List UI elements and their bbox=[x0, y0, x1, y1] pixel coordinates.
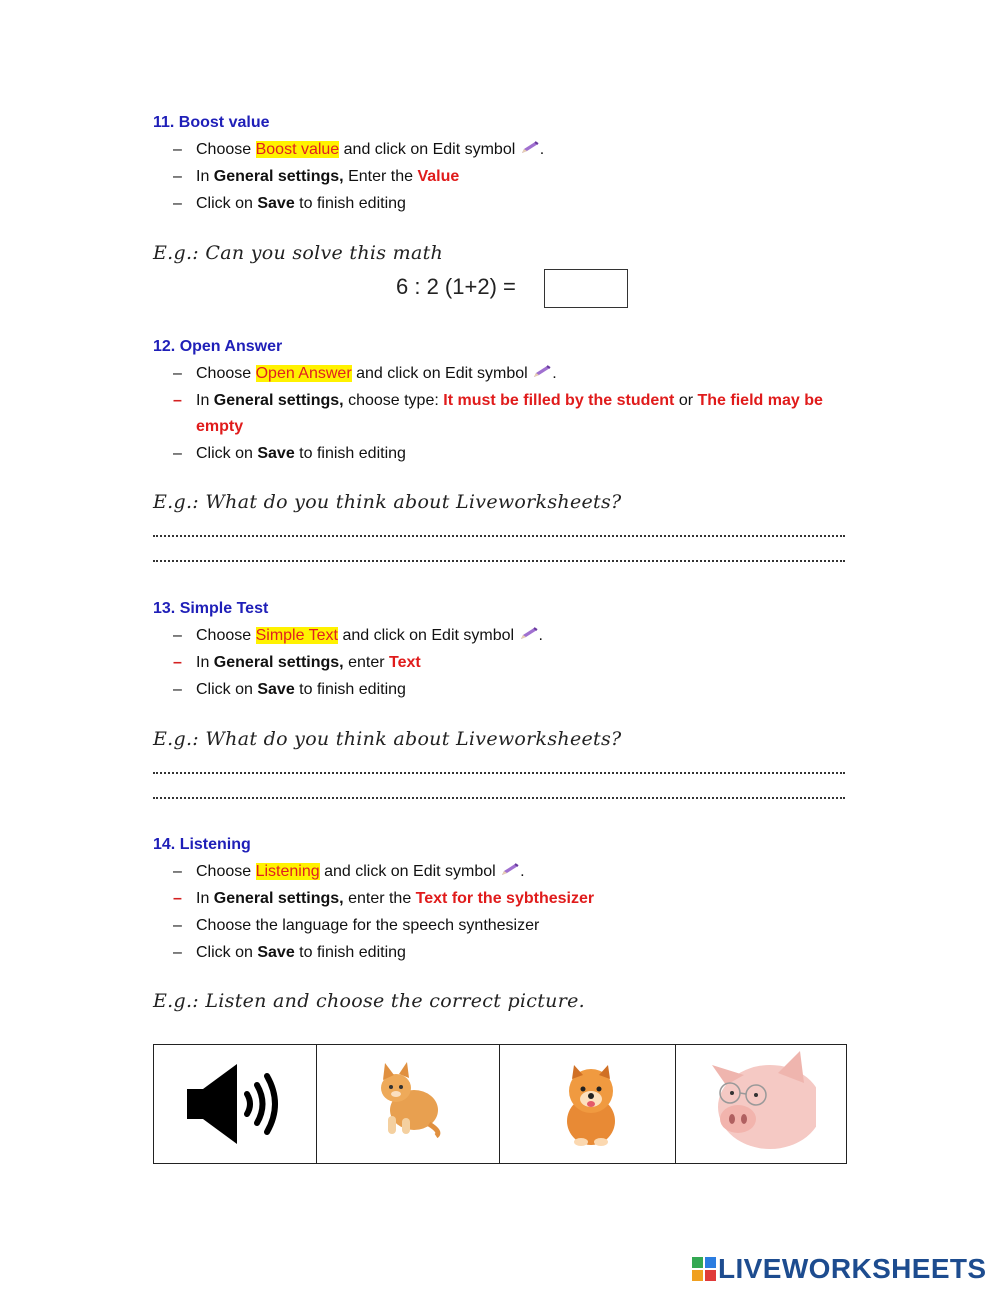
liveworksheets-logo bbox=[692, 1255, 987, 1283]
list-item: – Click on Save to finish editing bbox=[173, 195, 406, 212]
bold-term: Save bbox=[257, 944, 295, 961]
list-item: – In General settings, choose type: It must be filled by the student or The field may be empty bbox=[173, 392, 823, 435]
list-item: – Choose the language for the speech synthesizer bbox=[173, 917, 540, 934]
section-title: 11. Boost value bbox=[153, 114, 270, 131]
item-text: In bbox=[196, 890, 214, 907]
item-text: and click on Edit symbol bbox=[338, 627, 519, 644]
answer-box[interactable] bbox=[544, 269, 628, 308]
item-text: to finish editing bbox=[294, 195, 406, 212]
item-text: Choose bbox=[196, 863, 256, 880]
highlighted-term: Listening bbox=[255, 863, 320, 880]
cat-cell[interactable] bbox=[317, 1045, 499, 1163]
answer-line[interactable] bbox=[153, 533, 845, 537]
item-text: choose type: bbox=[343, 392, 444, 409]
example-prompt: E.g.: Can you solve this math bbox=[153, 242, 444, 264]
item-text: Choose the language for the speech synthesizer bbox=[196, 917, 540, 934]
bold-term: General settings, bbox=[213, 890, 344, 907]
pencil-icon bbox=[519, 627, 539, 641]
section-12 bbox=[153, 336, 853, 467]
cat-picture[interactable] bbox=[374, 1058, 444, 1138]
bold-term: Save bbox=[257, 195, 295, 212]
example-prompt: E.g.: What do you think about Liveworksheets? bbox=[153, 728, 622, 750]
item-text: and click on Edit symbol bbox=[339, 141, 520, 158]
logo-text: LIVEWORKSHEETS bbox=[718, 1253, 987, 1284]
bold-term: General settings, bbox=[213, 168, 344, 185]
math-expression: 6 : 2 (1+2) = bbox=[396, 274, 516, 299]
pig-picture[interactable] bbox=[704, 1045, 816, 1158]
item-text: enter the bbox=[343, 890, 416, 907]
live-cube-icon bbox=[692, 1257, 716, 1281]
highlighted-term: Boost value bbox=[255, 141, 340, 158]
list-item: – In General settings, enter Text bbox=[173, 654, 421, 671]
pig-cell[interactable] bbox=[676, 1045, 846, 1163]
bold-term: Save bbox=[257, 681, 295, 698]
section-title: 13. Simple Test bbox=[153, 600, 269, 617]
item-text: . bbox=[552, 365, 557, 382]
answer-line[interactable] bbox=[153, 558, 845, 562]
item-text: or bbox=[674, 392, 698, 409]
list-item: – In General settings, enter the Text for the sybthesizer bbox=[173, 890, 595, 907]
highlighted-term: Open Answer bbox=[255, 365, 352, 382]
red-term: It must be filled by the student bbox=[443, 392, 675, 409]
section-11 bbox=[153, 112, 853, 217]
answer-line[interactable] bbox=[153, 770, 845, 774]
item-text: to finish editing bbox=[294, 944, 406, 961]
answer-line[interactable] bbox=[153, 795, 845, 799]
section-13 bbox=[153, 598, 853, 703]
example-prompt: E.g.: Listen and choose the correct picture. bbox=[153, 990, 585, 1012]
red-term: Text bbox=[388, 654, 421, 671]
item-text: In bbox=[196, 168, 214, 185]
bold-term: General settings, bbox=[213, 654, 344, 671]
item-text: . bbox=[539, 141, 545, 158]
item-text: Choose bbox=[196, 365, 256, 382]
item-text: Click on bbox=[196, 195, 258, 212]
item-text: Click on bbox=[196, 445, 258, 462]
pencil-icon bbox=[532, 365, 552, 379]
item-text: Choose bbox=[196, 141, 256, 158]
list-item: – Click on Save to finish editing bbox=[173, 944, 406, 961]
picture-table bbox=[153, 1044, 847, 1164]
item-text: . bbox=[520, 863, 525, 880]
red-term: The field may be empty bbox=[196, 392, 823, 435]
dog-picture[interactable] bbox=[556, 1063, 626, 1147]
pencil-icon bbox=[520, 141, 540, 155]
speaker-icon[interactable] bbox=[185, 1062, 285, 1146]
item-text: enter bbox=[343, 654, 389, 671]
list-item: – Choose Boost value and click on Edit symbol . bbox=[173, 141, 545, 158]
list-item: – Choose Listening and click on Edit symbol . bbox=[173, 863, 525, 880]
item-text: In bbox=[196, 392, 214, 409]
pencil-icon bbox=[500, 863, 520, 877]
dog-cell[interactable] bbox=[500, 1045, 676, 1163]
list-item: – In General settings, Enter the Value bbox=[173, 168, 460, 185]
section-title: 12. Open Answer bbox=[153, 338, 283, 355]
item-text: Choose bbox=[196, 627, 256, 644]
section-14 bbox=[153, 834, 853, 966]
item-text: and click on Edit symbol bbox=[351, 365, 533, 382]
list-item: – Click on Save to finish editing bbox=[173, 445, 406, 462]
highlighted-term: Simple Text bbox=[255, 627, 338, 644]
item-text: Click on bbox=[196, 944, 258, 961]
item-text: . bbox=[538, 627, 543, 644]
list-item: – Click on Save to finish editing bbox=[173, 681, 406, 698]
red-term: Value bbox=[417, 168, 460, 185]
speaker-cell[interactable] bbox=[154, 1045, 317, 1163]
section-title: 14. Listening bbox=[153, 836, 251, 853]
item-text: In bbox=[196, 654, 214, 671]
example-prompt: E.g.: What do you think about Liveworksheets? bbox=[153, 491, 622, 513]
red-term: Text for the sybthesizer bbox=[415, 890, 595, 907]
item-text: to finish editing bbox=[294, 681, 406, 698]
item-text: Enter the bbox=[343, 168, 418, 185]
list-item: – Choose Simple Text and click on Edit symbol . bbox=[173, 627, 543, 644]
list-item: – Choose Open Answer and click on Edit symbol . bbox=[173, 365, 557, 382]
item-text: Click on bbox=[196, 681, 258, 698]
item-text: and click on Edit symbol bbox=[319, 863, 501, 880]
item-text: to finish editing bbox=[294, 445, 406, 462]
bold-term: General settings, bbox=[213, 392, 344, 409]
bold-term: Save bbox=[257, 445, 295, 462]
